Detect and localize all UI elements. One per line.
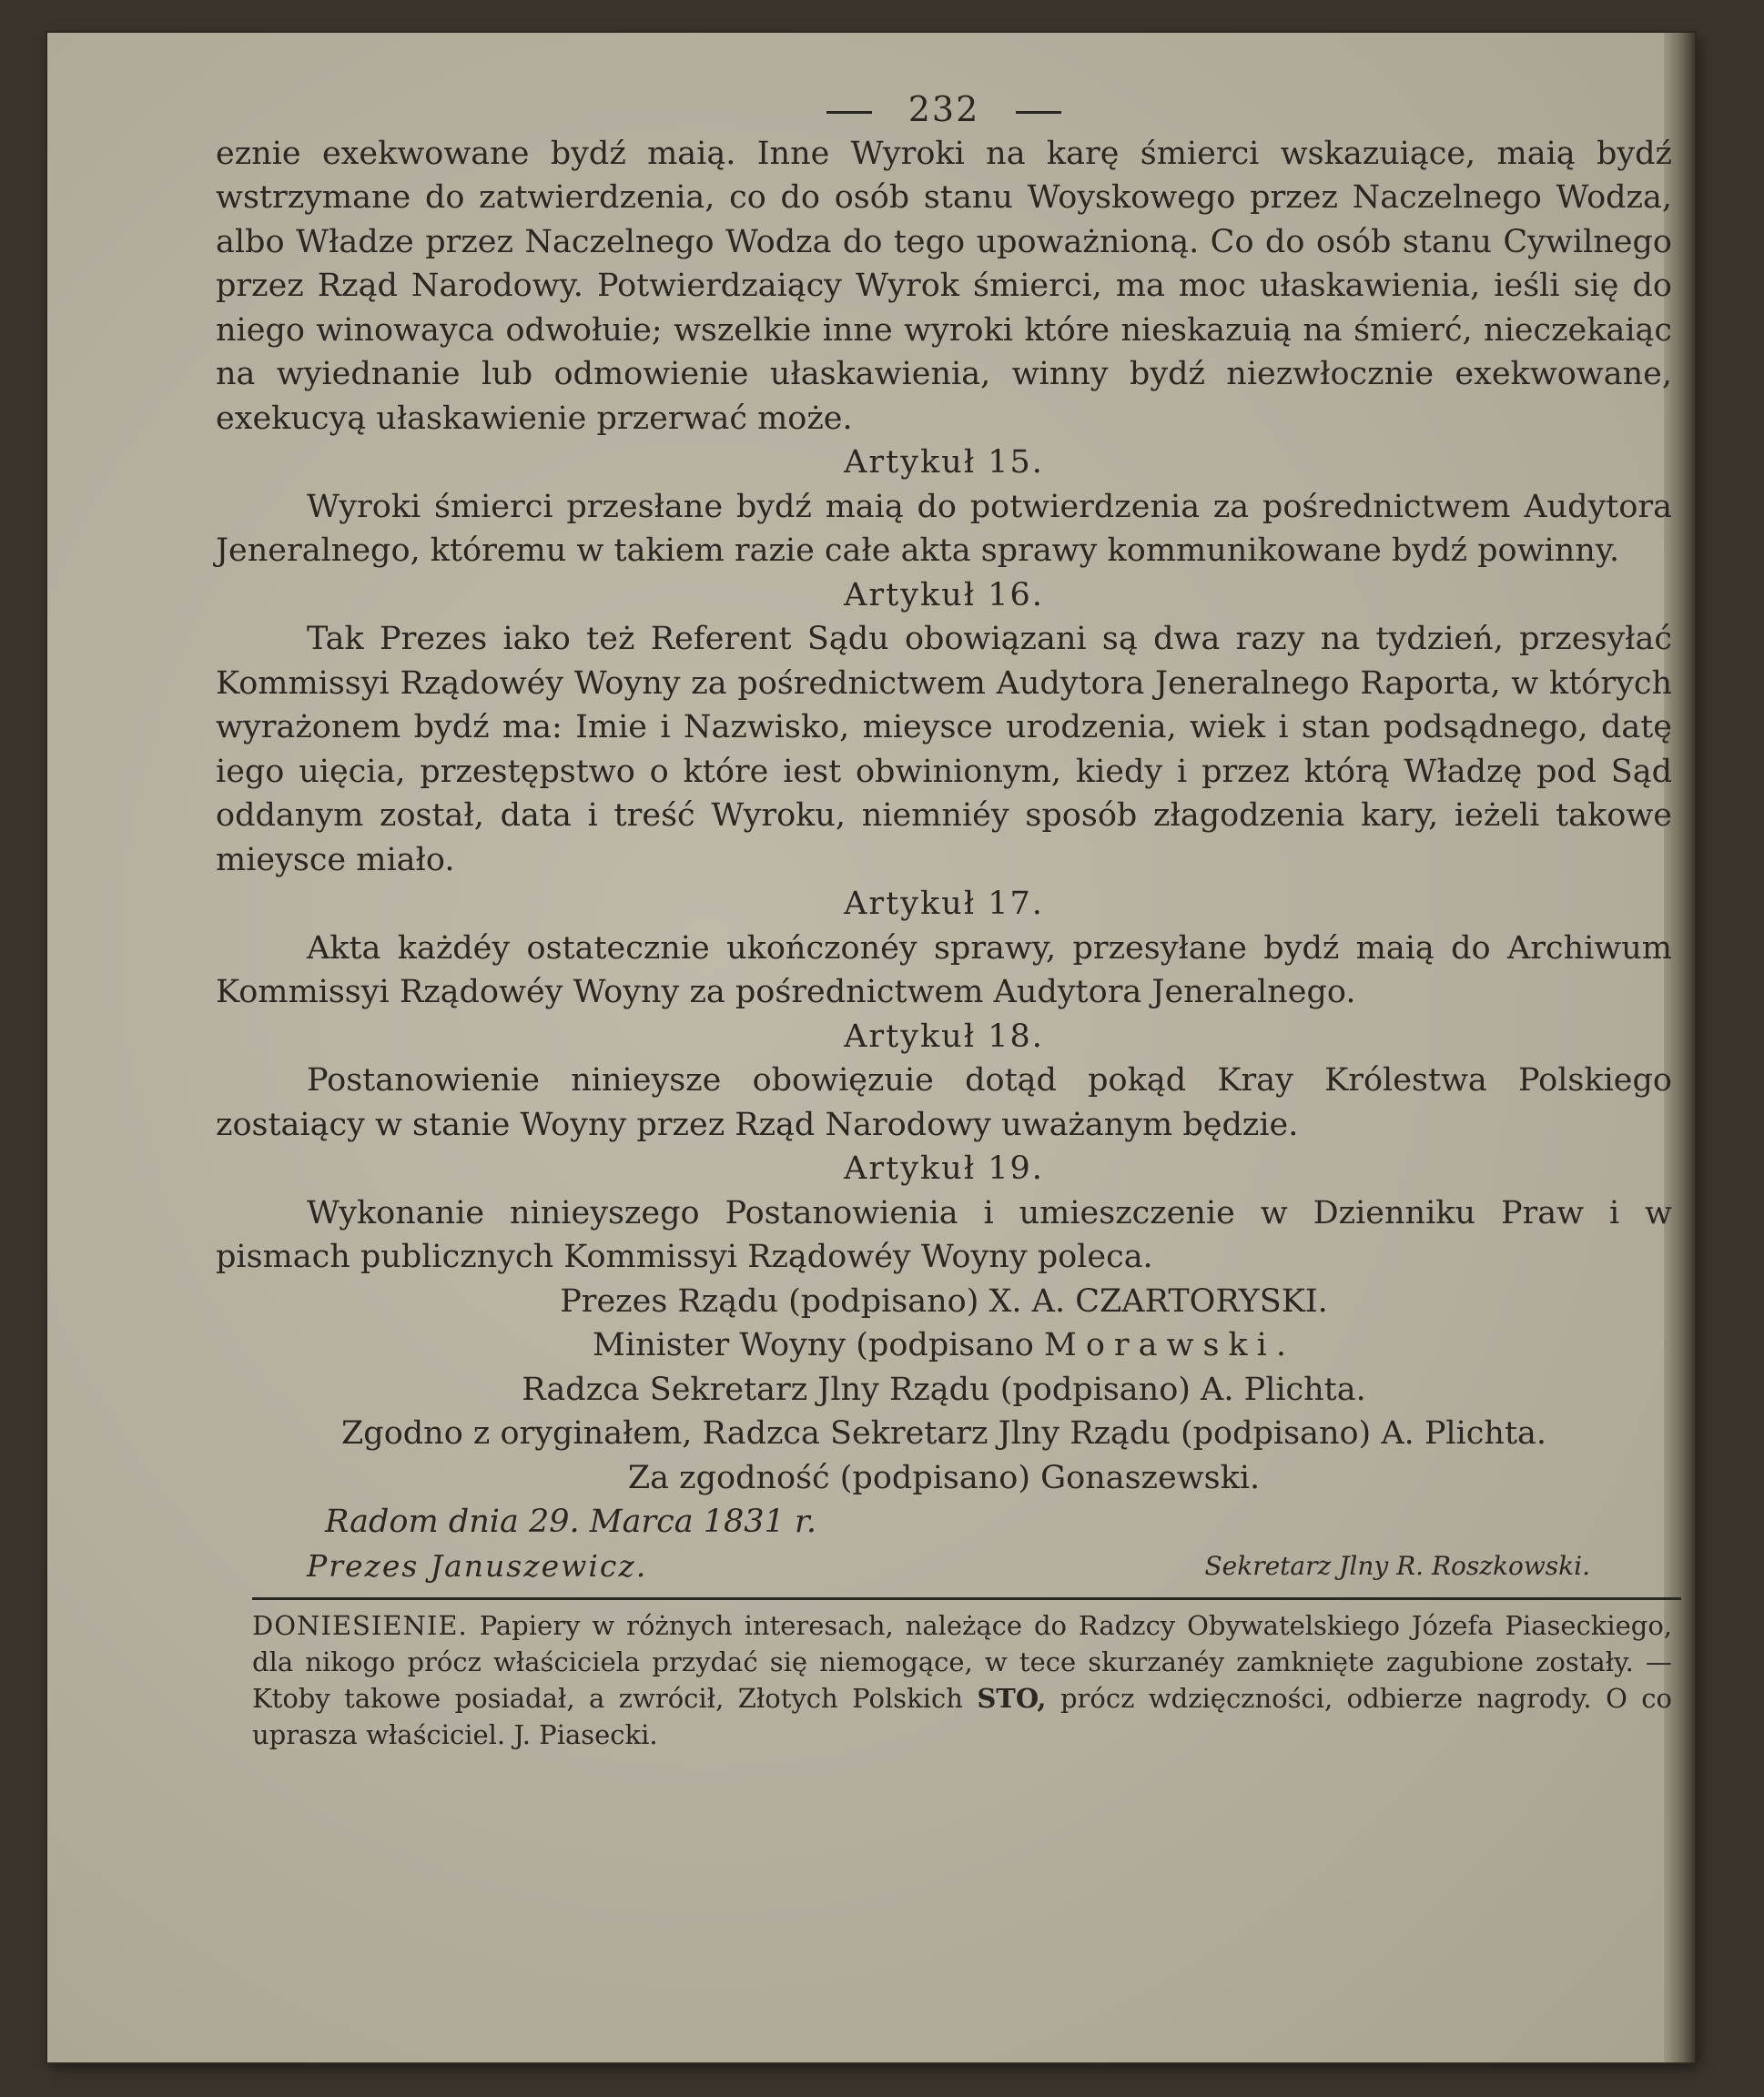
- signature-minister-name: Morawski.: [1044, 1327, 1295, 1363]
- article-text-17: Akta każdéy ostatecznie ukończonéy sprawy, przesyłane bydź maią do Archiwum Kommissyi Rządowéy Woyny za pośrednictwem Audytora Jeneralnego.: [216, 929, 1672, 1010]
- article-heading-18: Artykuł 18.: [844, 1018, 1044, 1055]
- notice-text: Papiery w różnych interesach, należące do Radzcy Obywatelskiego Józefa Piaseckiego, dla nikogo prócz właściciela przydać się niemogące, w tece skurzanéy zamknięte zagubione zostały. — Ktoby takowe posiadał, a zwrócił, Złotych Polskich: [252, 1610, 1672, 1714]
- page-number: 232: [907, 89, 980, 129]
- article-text-18: Postanowienie ninieysze obowięzuie dotąd pokąd Kray Królestwa Polskiego zostaiący w stanie Woyny przez Rząd Narodowy uważanym będzie.: [216, 1062, 1672, 1143]
- signature-attestation: Za zgodność (podpisano) Gonaszewski.: [627, 1459, 1261, 1496]
- signature-conformity: Zgodno z oryginałem, Radzca Sekretarz Jlny Rządu (podpisano) A. Plichta.: [340, 1415, 1547, 1452]
- paragraph-continued: eznie exekwowane bydź maią. Inne Wyroki na karę śmierci wskazuiące, maią bydź wstrzymane do zatwierdzenia, co do osób stanu Woyskowego przez Naczelnego Wodza, albo Władze przez Naczelnego Wodza do tego upoważnioną. Co do osób stanu Cywilnego przez Rząd Narodowy. Potwierdzaiący Wyrok śmierci, ma moc ułaskawienia, ieśli się do niego winowayca odwołuie; wszelkie inne wyroki które nieskazuią na śmierć, nieczekaiąc na wyiednanie lub odmowienie ułaskawienia, winny bydź niezwłocznie exekwowane, exekucyą ułaskawienie przerwać może.: [216, 135, 1672, 437]
- secretary-name: Sekretarz Jlny R. Roszkowski.: [1204, 1550, 1590, 1581]
- place-date: Radom dnia 29. Marca 1831 r.: [325, 1504, 816, 1540]
- article-heading-17: Artykuł 17.: [844, 886, 1044, 922]
- president-name: Prezes Januszewicz.: [307, 1547, 648, 1584]
- article-text-19: Wykonanie ninieyszego Postanowienia i umieszczenie w Dzienniku Praw i w pismach publicznych Kommissyi Rządowéy Woyny poleca.: [216, 1194, 1672, 1275]
- article-heading-15: Artykuł 15.: [844, 444, 1044, 481]
- article-heading-16: Artykuł 16.: [844, 576, 1044, 613]
- notice-signed: J. Piasecki.: [513, 1719, 658, 1750]
- article-heading-19: Artykuł 19.: [844, 1150, 1044, 1187]
- signature-minister-prefix: Minister Woyny (podpisano: [593, 1327, 1034, 1363]
- article-text-16: Tak Prezes iako też Referent Sądu obowiązani są dwa razy na tydzień, przesyłać Kommissyi Rządowéy Woyny za pośrednictwem Audytora Jeneralnego Raporta, w których wyrażonem bydź ma: Imie i Nazwisko, mieysce urodzenia, wiek i stan podsądnego, datę iego uięcia, przestępstwo o które iest obwinionym, kiedy i przez którą Władzę pod Sąd oddanym został, data i treść Wyroku, niemniéy sposób złagodzenia kary, ieżeli takowe mieysce miało.: [216, 621, 1672, 878]
- date-line-signatures: [216, 1545, 1672, 1589]
- article-text-15: Wyroki śmierci przesłane bydź maią do potwierdzenia za pośrednictwem Audytora Jeneralnego, któremu w takiem razie całe akta sprawy kommunikowane bydź powinny.: [216, 488, 1672, 569]
- notice-divider: [252, 1597, 1681, 1600]
- document-page: [47, 33, 1695, 2062]
- notice-heading: DONIESIENIE.: [252, 1610, 468, 1641]
- notice-block: [252, 1607, 1672, 1753]
- page-text: [216, 87, 1672, 1753]
- date-line: [216, 1500, 1672, 1545]
- left-dash: [826, 111, 872, 114]
- right-dash: [1016, 111, 1061, 114]
- notice-amount: STO,: [977, 1683, 1047, 1714]
- page-number-line: [216, 87, 1672, 132]
- signature-president: Prezes Rządu (podpisano) X. A. CZARTORYSKI.: [560, 1282, 1328, 1320]
- signature-minister: [216, 1323, 1672, 1368]
- notice-tail: prócz wdzięczności, odbierze nagrody. O co uprasza właściciel.: [252, 1683, 1672, 1750]
- signature-secretary: Radzca Sekretarz Jlny Rządu (podpisano) A. Plichta.: [522, 1371, 1366, 1408]
